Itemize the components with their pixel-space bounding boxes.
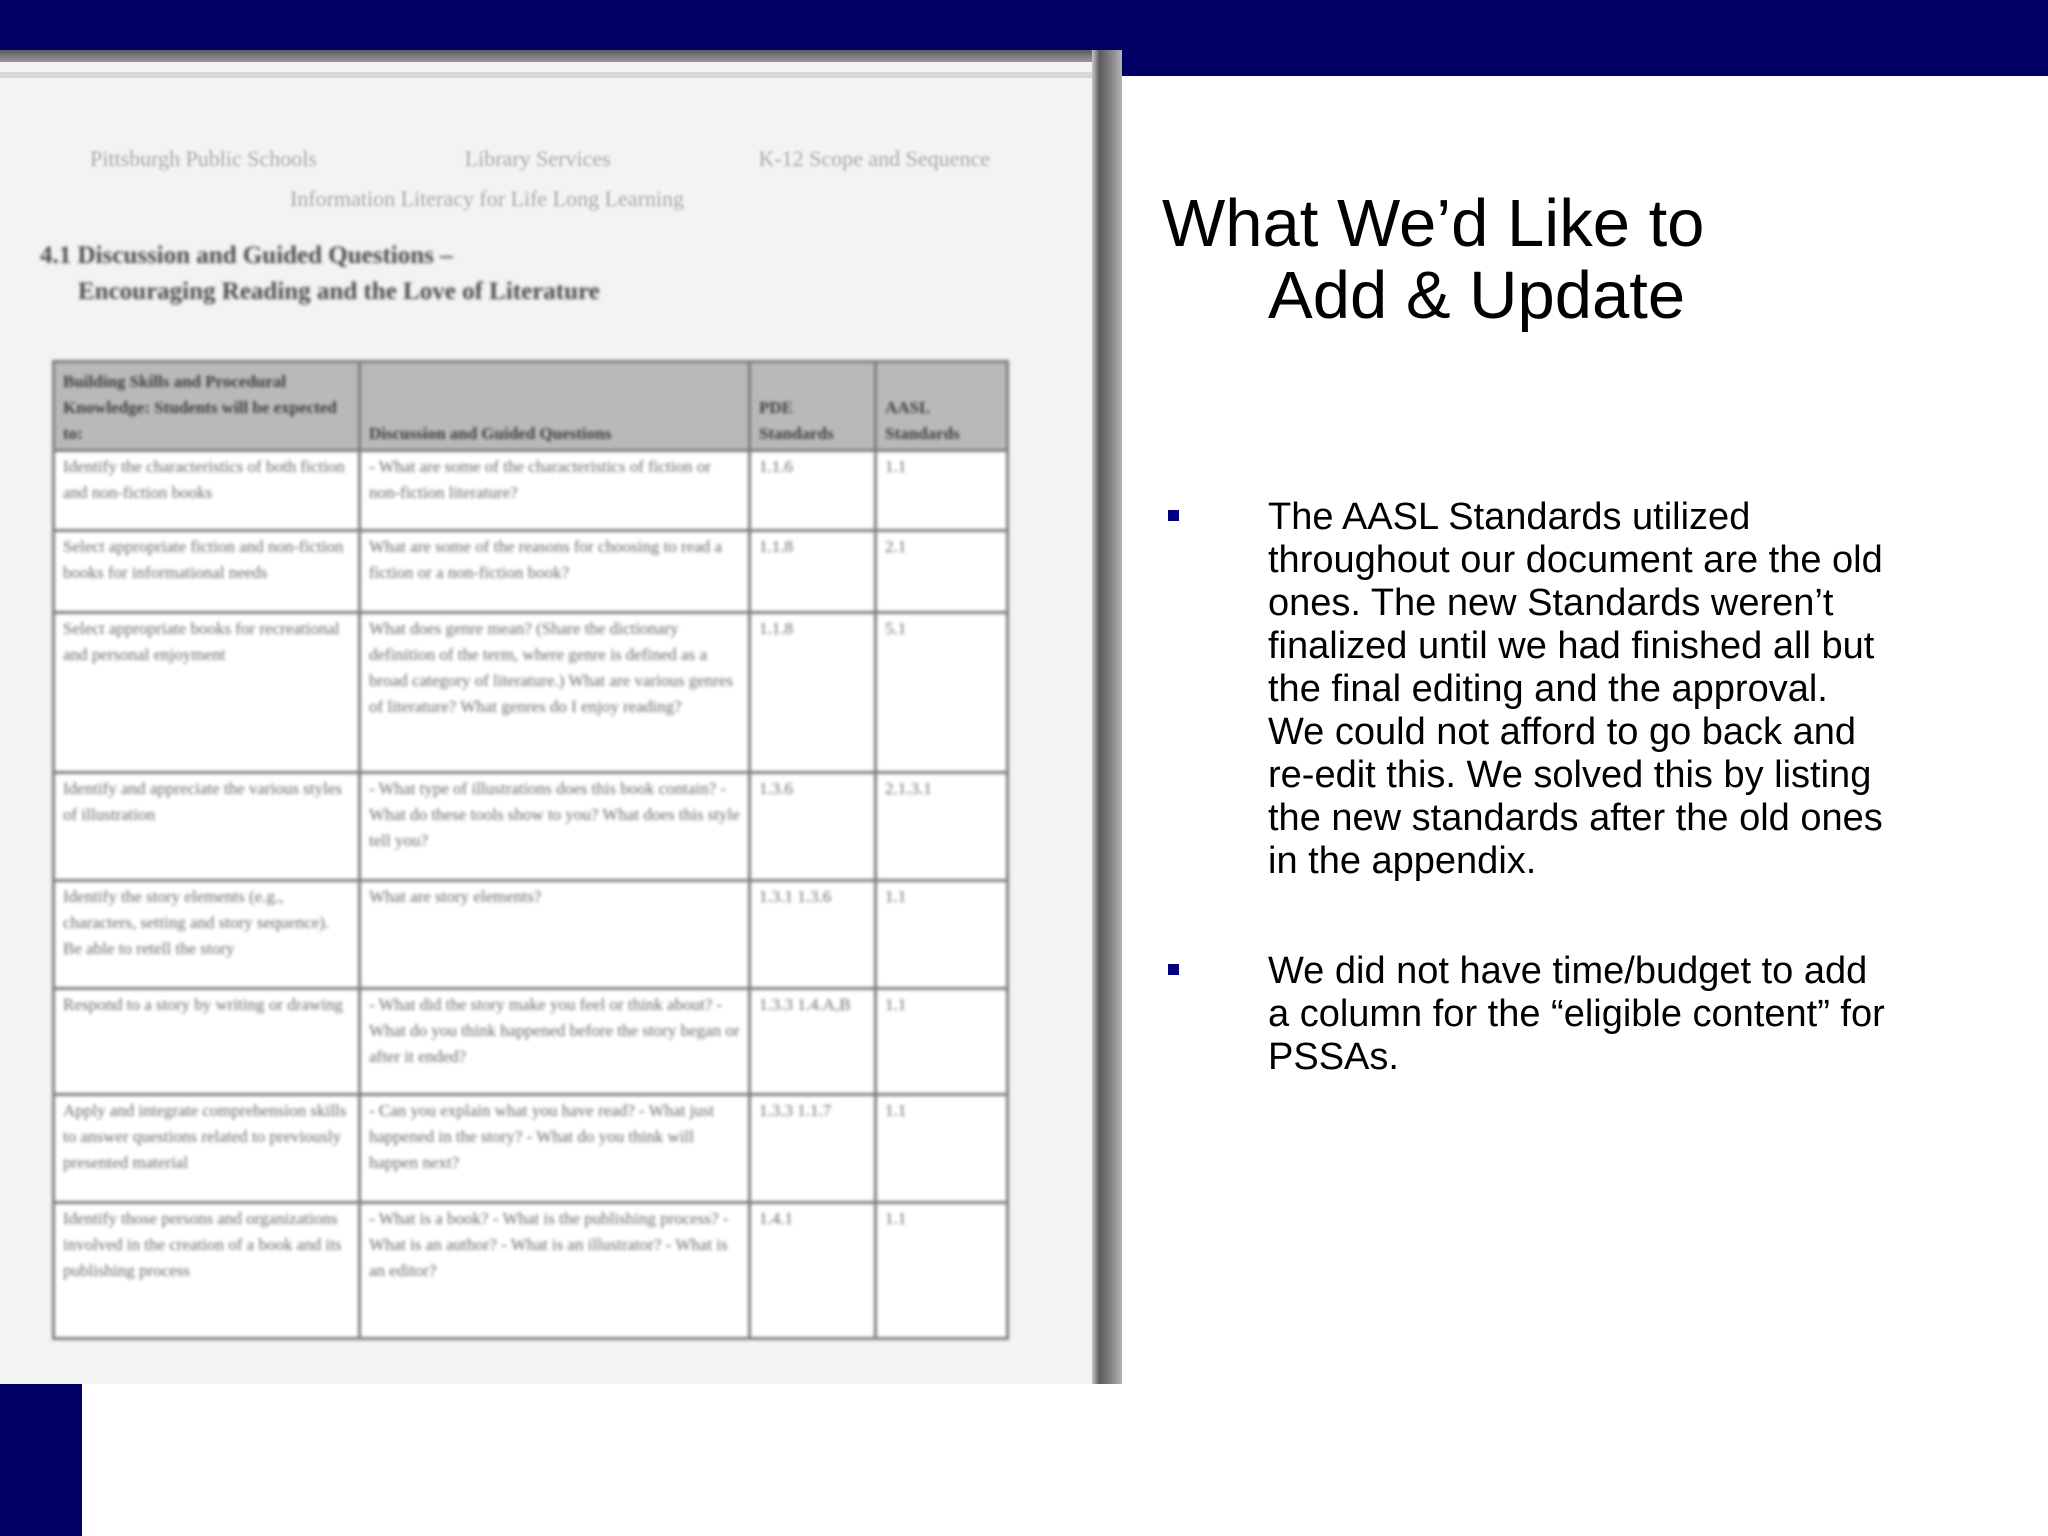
- document-header-department: Library Services: [464, 146, 611, 171]
- document-header-district: Pittsburgh Public Schools: [90, 146, 317, 171]
- document-table-cell: 1.1.8: [750, 613, 876, 773]
- document-section-title-line1: 4.1 Discussion and Guided Questions –: [40, 242, 453, 269]
- document-table-cell: - What type of illustrations does this book contain? - What do these tools show to you? What does this style tell you?: [360, 773, 750, 881]
- document-table-cell: 1.3.3 1.1.7: [750, 1095, 876, 1203]
- document-table-row: [54, 881, 1008, 989]
- square-bullet-icon: [1168, 964, 1179, 975]
- document-table-cell: Identify the story elements (e.g., characters, setting and story sequence). Be able to retell the story: [54, 881, 360, 989]
- slide-title-line2: Add & Update: [1268, 258, 1686, 333]
- document-table-cell: Identify and appreciate the various styles of illustration: [54, 773, 360, 881]
- document-table-row: [54, 1095, 1008, 1203]
- document-table-cell: 1.1.6: [750, 451, 876, 531]
- document-table-row: [54, 989, 1008, 1095]
- document-table-cell: 1.3.3 1.4.A,B: [750, 989, 876, 1095]
- document-table-cell: Respond to a story by writing or drawing: [54, 989, 360, 1095]
- document-table-cell: Select appropriate fiction and non-fiction books for informational needs: [54, 531, 360, 613]
- document-table-cell: 1.1: [876, 1095, 1008, 1203]
- document-table-cell: 2.1.3.1: [876, 773, 1008, 881]
- document-table-cell: Identify the characteristics of both fiction and non-fiction books: [54, 451, 360, 531]
- document-table-cell: 1.1.8: [750, 531, 876, 613]
- document-table-cell: 5.1: [876, 613, 1008, 773]
- document-table-header-cell: AASL Standards: [876, 362, 1008, 451]
- document-header: [90, 146, 990, 172]
- document-table-row: [54, 773, 1008, 881]
- document-table-header-cell: Building Skills and Procedural Knowledge: Students will be expected to:: [54, 362, 360, 451]
- document-section-title: [40, 238, 600, 310]
- bullet-text: We did not have time/budget to add a column for the “eligible content” for PSSAs.: [1268, 950, 1885, 1078]
- scanned-document-image: [0, 50, 1122, 1384]
- document-table-cell: 1.1: [876, 451, 1008, 531]
- document-header-scope: K-12 Scope and Sequence: [758, 146, 990, 171]
- document-table-row: [54, 451, 1008, 531]
- document-table-cell: Apply and integrate comprehension skills to answer questions related to previously presented material: [54, 1095, 360, 1203]
- document-table-cell: 2.1: [876, 531, 1008, 613]
- document-subheader: Information Literacy for Life Long Learning: [290, 186, 685, 211]
- corner-accent-block: [0, 1384, 82, 1536]
- document-table-cell: 1.3.1 1.3.6: [750, 881, 876, 989]
- slide-title-line1: What We’d Like to: [1162, 186, 1705, 261]
- document-table-header-cell: Discussion and Guided Questions: [360, 362, 750, 451]
- square-bullet-icon: [1168, 510, 1179, 521]
- document-table-cell: 1.1: [876, 1203, 1008, 1339]
- document-table-cell: What are story elements?: [360, 881, 750, 989]
- document-table-cell: - Can you explain what you have read? - What just happened in the story? - What do you think will happen next?: [360, 1095, 750, 1203]
- document-table-cell: - What is a book? - What is the publishing process? - What is an author? - What is an illustrator? - What is an editor?: [360, 1203, 750, 1339]
- document-table-cell: - What are some of the characteristics of fiction or non-fiction literature?: [360, 451, 750, 531]
- document-top-border-shadow: [0, 72, 1100, 78]
- document-table-cell: Select appropriate books for recreational and personal enjoyment: [54, 613, 360, 773]
- document-frame-edge: [1092, 50, 1122, 1384]
- document-table-row: [54, 613, 1008, 773]
- document-table-header-cell: PDE Standards: [750, 362, 876, 451]
- bullet-text: The AASL Standards utilized throughout our document are the old ones. The new Standards weren’t finalized until we had finished all but the final editing and the approval. We could not afford to go back and re-edit this. We solved this by listing the new standards after the old ones in the appendix.: [1268, 496, 1883, 882]
- document-table-cell: 1.4.1: [750, 1203, 876, 1339]
- document-table-cell: 1.1: [876, 989, 1008, 1095]
- document-table-row: [54, 531, 1008, 613]
- document-table-row: [54, 1203, 1008, 1339]
- document-table: [52, 360, 1009, 1340]
- document-top-border: [0, 50, 1122, 62]
- document-table-cell: 1.1: [876, 881, 1008, 989]
- document-table-cell: 1.3.6: [750, 773, 876, 881]
- document-table-cell: - What did the story make you feel or think about? - What do you think happened before the story began or after it ended?: [360, 989, 750, 1095]
- document-section-title-line2: Encouraging Reading and the Love of Literature: [78, 278, 600, 305]
- document-table-cell: What does genre mean? (Share the dictionary definition of the term, where genre is defined as a broad category of literature.) What are various genres of literature? What genres do I enjoy reading?: [360, 613, 750, 773]
- document-table-header-row: [54, 362, 1008, 451]
- document-table-cell: Identify those persons and organizations involved in the creation of a book and its publishing process: [54, 1203, 360, 1339]
- slide-title: [1162, 188, 2012, 332]
- document-table-cell: What are some of the reasons for choosing to read a fiction or a non-fiction book?: [360, 531, 750, 613]
